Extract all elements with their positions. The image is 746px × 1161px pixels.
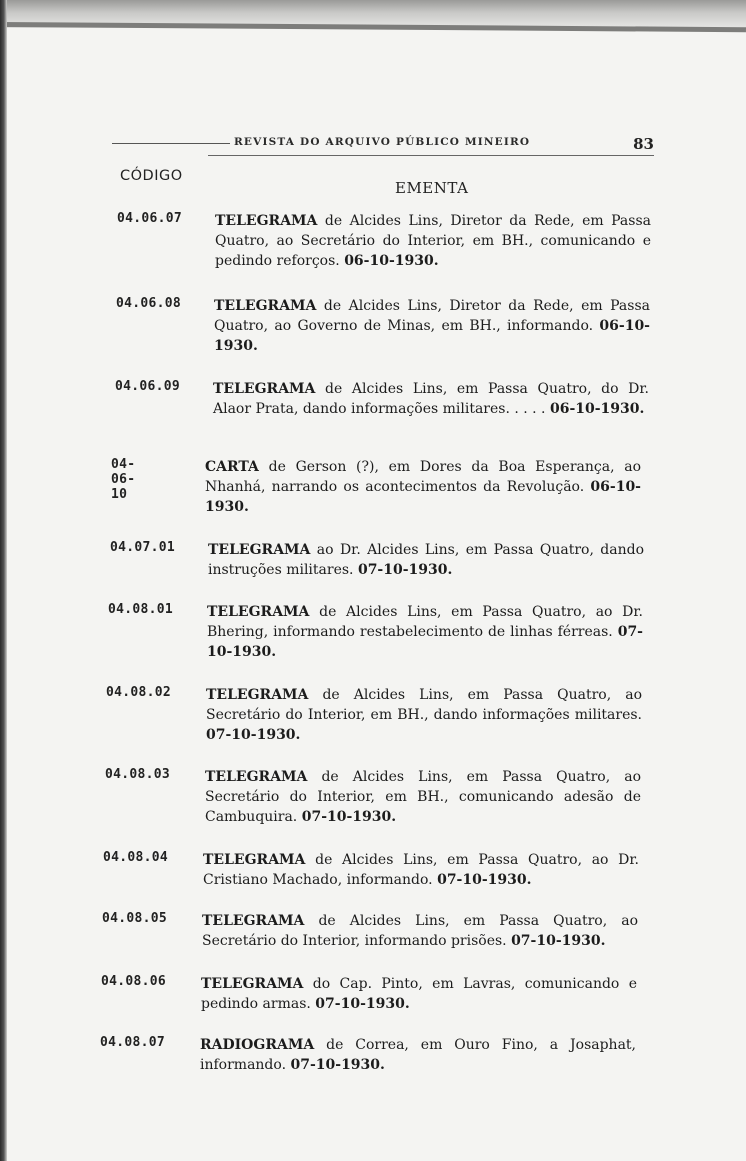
- entry-date: 07-10-1930.: [511, 933, 606, 949]
- entry-code: 04-06-10: [111, 457, 136, 502]
- entry-code: 04.08.07: [100, 1035, 166, 1050]
- entry-description: de Alcides Lins, em Passa Quatro, ao Secretário do Interior, em BH., dando informações militares.: [206, 687, 642, 723]
- entry-document-type: TELEGRAMA: [205, 769, 308, 785]
- entry-date: 07-10-1930.: [206, 727, 301, 743]
- entry-document-type: TELEGRAMA: [202, 913, 305, 929]
- entry-description: de Alcides Lins, em Passa Quatro, do Dr. Alaor Prata, dando informações militares. . . . .: [213, 381, 649, 417]
- entry-description: ao Dr. Alcides Lins, em Passa Quatro, dando instruções militares.: [208, 542, 644, 578]
- entry-description: de Gerson (?), em Dores da Boa Esperança, ao Nhanhá, narrando os acontecimentos da Revolução.: [205, 459, 641, 495]
- entry-summary: [214, 296, 650, 356]
- entry-description: de Alcides Lins, Diretor da Rede, em Passa Quatro, ao Secretário do Interior, em BH., comunicando e pedindo reforços.: [215, 213, 651, 269]
- entry-code: 04.08.06: [101, 974, 167, 989]
- entry-description: de Alcides Lins, em Passa Quatro, ao Secretário do Interior, em BH., comunicando adesão de Cambuquira.: [205, 769, 641, 825]
- entry-description: do Cap. Pinto, em Lavras, comunicando e pedindo armas.: [201, 976, 637, 1012]
- entry-description: de Correa, em Ouro Fino, a Josaphat, informando.: [200, 1037, 636, 1073]
- entry-document-type: TELEGRAMA: [201, 976, 304, 992]
- entry-summary: [205, 457, 641, 517]
- header-rule: [112, 143, 230, 144]
- entry-code: 04.08.05: [102, 911, 168, 926]
- entry-document-type: TELEGRAMA: [208, 542, 311, 558]
- scan-left-edge: [0, 0, 7, 1161]
- entry-date: 06-10-1930.: [205, 479, 641, 515]
- entry-description: de Alcides Lins, em Passa Quatro, ao Dr. Cristiano Machado, informando.: [203, 852, 639, 888]
- entry-document-type: TELEGRAMA: [213, 381, 316, 397]
- running-title: REVISTA DO ARQUIVO PÚBLICO MINEIRO: [234, 136, 531, 148]
- entry-document-type: TELEGRAMA: [207, 604, 310, 620]
- entry-document-type: CARTA: [205, 459, 259, 475]
- entry-summary: [208, 540, 644, 580]
- entry-date: 07-10-1930.: [437, 872, 532, 888]
- entry-document-type: TELEGRAMA: [203, 852, 306, 868]
- entry-description: de Alcides Lins, em Passa Quatro, ao Secretário do Interior, informando prisões.: [202, 913, 638, 949]
- entry-summary: [200, 1035, 636, 1075]
- entry-code: 04.08.04: [103, 850, 169, 865]
- entry-document-type: TELEGRAMA: [206, 687, 309, 703]
- entry-date: 07-10-1930.: [357, 562, 453, 578]
- entry-code: 04.06.08: [116, 296, 182, 311]
- entry-code: 04.06.09: [115, 379, 181, 394]
- column-header-code: CÓDIGO: [120, 168, 183, 184]
- entry-summary: [206, 685, 642, 745]
- entry-description: de Alcides Lins, Diretor da Rede, em Passa Quatro, ao Governo de Minas, em BH., informando.: [214, 298, 650, 334]
- entry-code: 04.08.02: [106, 685, 172, 700]
- entry-summary: [203, 850, 639, 890]
- entry-document-type: RADIOGRAMA: [200, 1037, 315, 1053]
- entry-date: 07-10-1930.: [301, 809, 397, 825]
- entry-summary: [202, 911, 638, 951]
- entry-code: 04.06.07: [117, 211, 183, 226]
- entry-summary: [213, 379, 649, 419]
- page-number: 83: [633, 135, 654, 153]
- entry-description: de Alcides Lins, em Passa Quatro, ao Dr. Bhering, informando restabelecimento de linhas férreas.: [207, 604, 643, 640]
- entry-date: 07-10-1930.: [207, 624, 643, 660]
- entry-date: 06-10-1930.: [549, 401, 645, 417]
- entry-date: 07-10-1930.: [290, 1057, 385, 1073]
- entry-date: 06-10-1930.: [344, 253, 439, 269]
- entry-code: 04.07.01: [110, 540, 176, 555]
- entry-code: 04.08.03: [105, 767, 171, 782]
- entry-summary: [205, 767, 641, 827]
- entry-code: 04.08.01: [108, 602, 174, 617]
- page-header: [112, 133, 654, 155]
- entry-summary: [201, 974, 637, 1014]
- column-header-ementa: EMENTA: [395, 179, 469, 197]
- entry-document-type: TELEGRAMA: [214, 298, 317, 314]
- entry-document-type: TELEGRAMA: [215, 213, 318, 229]
- header-underline: [208, 155, 654, 156]
- entry-summary: [215, 211, 651, 271]
- entry-date: 07-10-1930.: [315, 996, 410, 1012]
- entry-summary: [207, 602, 643, 662]
- entry-date: 06-10-1930.: [214, 318, 650, 354]
